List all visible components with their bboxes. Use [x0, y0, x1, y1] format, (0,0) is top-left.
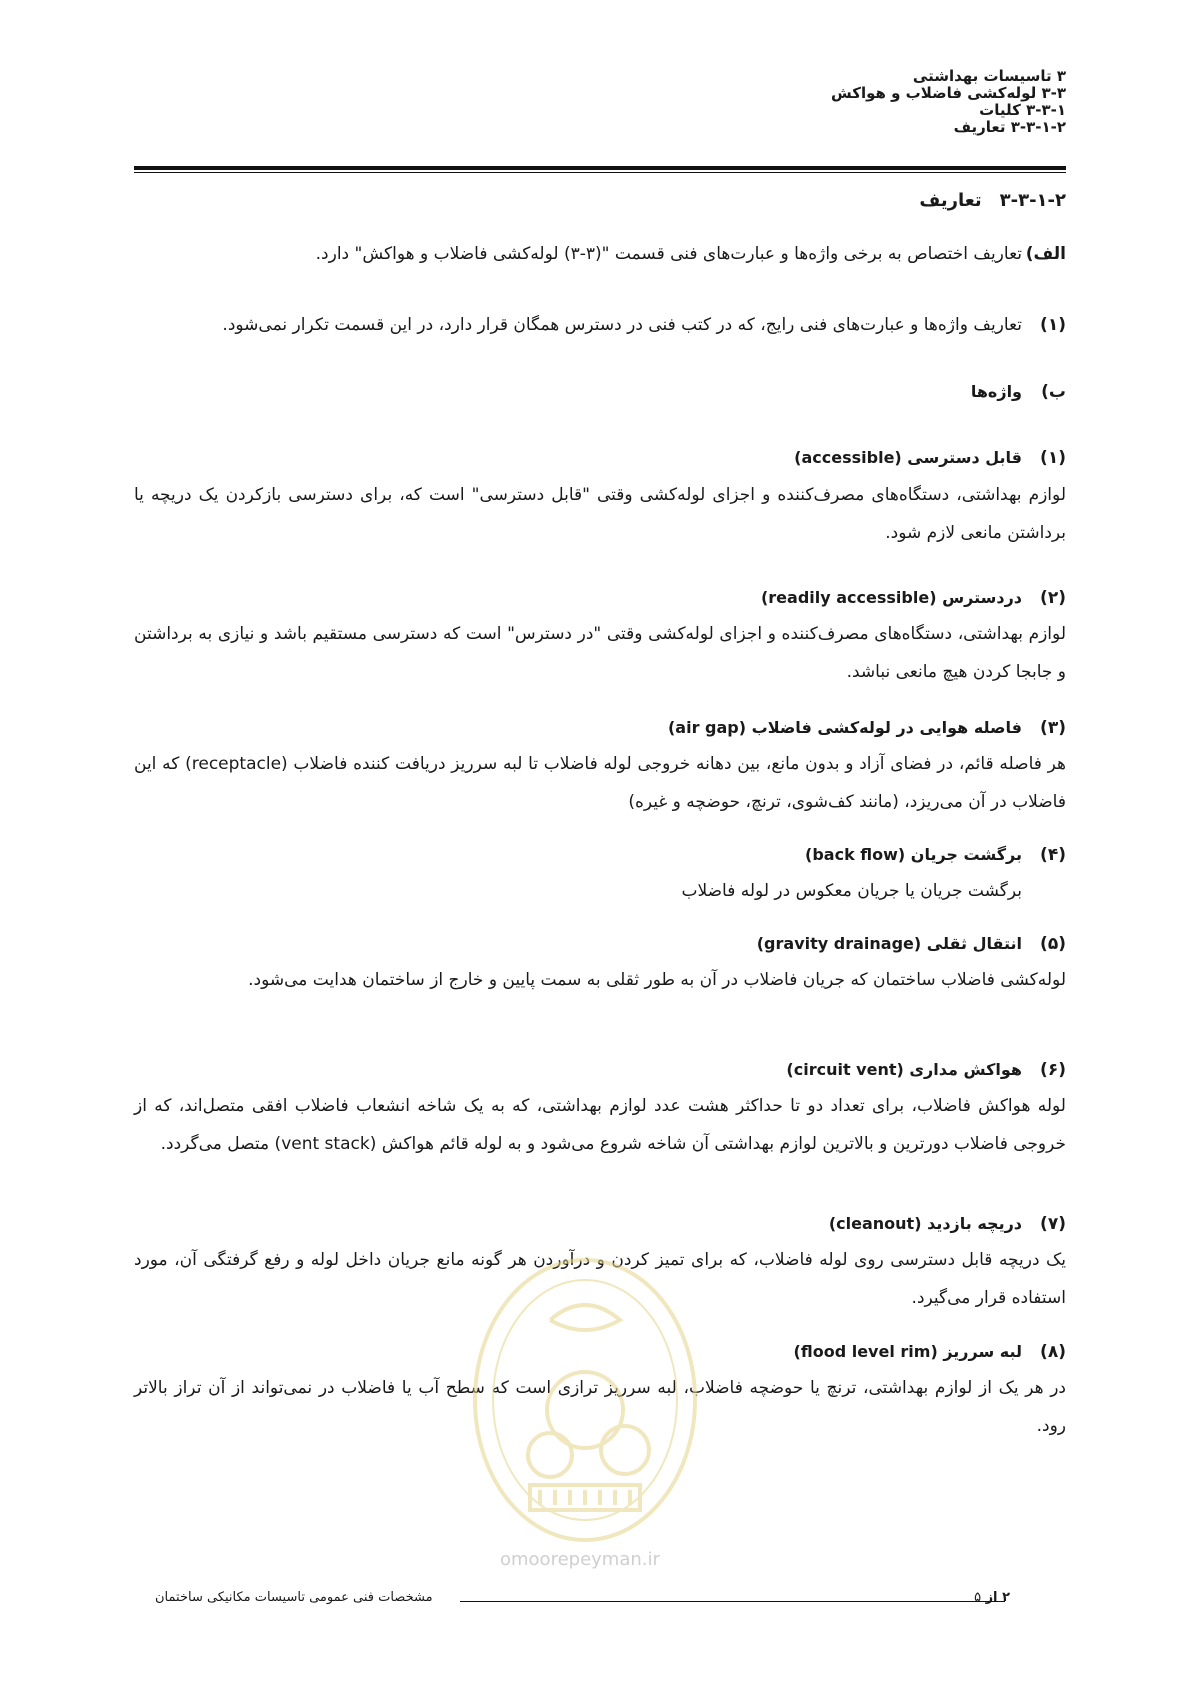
section-number: ۳-۳-۱-۲: [999, 190, 1066, 211]
term-8-marker: (۸): [1040, 1342, 1066, 1362]
term-7-text: یک دریچه قابل دسترسی روی لوله فاضلاب، که برای تمیز کردن و درآوردن هر گونه مانع جریان داخل لوله و رفع گرفتگی آن، مورد استفاده قرار می‌گیرد.: [134, 1250, 1066, 1308]
term-6-title: هواکش مداری (circuit vent): [786, 1060, 1022, 1079]
footer-total: ۵: [974, 1590, 982, 1605]
term-7-marker: (۷): [1040, 1214, 1066, 1234]
header-line-3: ۳-۳-۱ کلیات: [979, 101, 1066, 119]
header-line-2: ۳-۳ لوله‌کشی فاضلاب و هواکش: [831, 84, 1066, 102]
footer-page: ۲: [1002, 1590, 1010, 1605]
term-7-title: دریچه بازدید (cleanout): [828, 1214, 1022, 1233]
term-4-marker: (۴): [1040, 845, 1066, 865]
watermark-site: omoorepeyman.ir: [500, 1549, 660, 1570]
section-heading: [919, 190, 1066, 211]
intro-a1-text: تعاریف واژه‌ها و عبارت‌های فنی رایج، که در کتب فنی در دسترس همگان قرار دارد، در این قسمت تکرار نمی‌شود.: [222, 315, 1022, 335]
term-3-title: فاصله هوایی در لوله‌کشی فاضلاب (air gap): [667, 718, 1022, 737]
term-1-title: قابل دسترسی (accessible): [794, 448, 1022, 467]
term-6-marker: (۶): [1040, 1060, 1066, 1080]
intro-a-text: تعاریف اختصاص به برخی واژه‌ها و عبارت‌های فنی قسمت "(۳-۳) لوله‌کشی فاضلاب و هواکش" دارد.: [315, 244, 1022, 264]
footer-page-number: [974, 1590, 1010, 1605]
header-rule-thin: [134, 172, 1066, 173]
term-3-marker: (۳): [1040, 718, 1066, 738]
term-5-title: انتقال ثقلی (gravity drainage): [756, 934, 1022, 953]
term-1-marker: (۱): [1040, 448, 1066, 468]
header-rule-thick: [134, 166, 1066, 170]
running-header: [831, 68, 1066, 136]
intro-a-marker: الف): [1025, 244, 1066, 264]
term-5-marker: (۵): [1040, 934, 1066, 954]
term-1-text: لوازم بهداشتی، دستگاه‌های مصرف‌کننده و اجزای لوله‌کشی وقتی "قابل دسترسی" است که، برای دسترسی بازکردن یک دریچه یا برداشتن مانعی لازم شود.: [134, 485, 1066, 543]
intro-a1-marker: (۱): [1040, 315, 1066, 335]
term-6-text: لوله هواکش فاضلاب، برای تعداد دو تا حداکثر هشت عدد لوازم بهداشتی، که به یک شاخه انشعاب فاضلاب افقی متصل‌اند، که از خروجی فاضلاب دورترین و بالاترین لوازم بهداشتی آن شاخه شروع می‌شود و به لوله قائم هواکش (vent stack) متصل می‌گردد.: [134, 1096, 1066, 1154]
term-8-title: لبه سرریز (flood level rim): [793, 1342, 1022, 1361]
intro-b-text: واژه‌ها: [970, 382, 1022, 401]
footer-doc-title: مشخصات فنی عمومی تاسیسات مکانیکی ساختمان: [155, 1590, 433, 1605]
term-2-title: دردسترس (readily accessible): [760, 588, 1022, 607]
term-4-title: برگشت جریان (back flow): [805, 845, 1022, 864]
footer-rule: [460, 1601, 1005, 1602]
term-4-text: برگشت جریان یا جریان معکوس در لوله فاضلاب: [681, 881, 1022, 901]
term-2-marker: (۲): [1040, 588, 1066, 608]
footer-of-label: از: [985, 1590, 998, 1605]
term-5-text: لوله‌کشی فاضلاب ساختمان که جریان فاضلاب در آن به طور ثقلی به سمت پایین و خارج از ساختمان هدایت می‌شود.: [248, 970, 1066, 990]
term-3-text: هر فاصله قائم، در فضای آزاد و بدون مانع، بین دهانه خروجی لوله فاضلاب تا لبه سرریز دریافت کننده فاضلاب (receptacle) که این فاضلاب در آن می‌ریزد، (مانند کف‌شوی، ترنچ، حوضچه و غیره): [134, 754, 1066, 812]
section-title: تعاریف: [919, 190, 982, 211]
header-line-1: ۳ تاسیسات بهداشتی: [912, 67, 1066, 85]
term-2-text: لوازم بهداشتی، دستگاه‌های مصرف‌کننده و اجزای لوله‌کشی وقتی "در دسترس" است که دسترسی مستقیم باشد و نیازی به برداشتن و جابجا کردن هیچ مانعی نباشد.: [134, 624, 1066, 682]
term-8-text: در هر یک از لوازم بهداشتی، ترنچ یا حوضچه فاضلاب، لبه سرریز ترازی است که سطح آب یا فاضلاب در نمی‌تواند از آن تراز بالاتر رود.: [134, 1378, 1066, 1436]
intro-b-marker: ب): [1041, 382, 1066, 402]
header-line-4: ۳-۳-۱-۲ تعاریف: [953, 118, 1066, 136]
